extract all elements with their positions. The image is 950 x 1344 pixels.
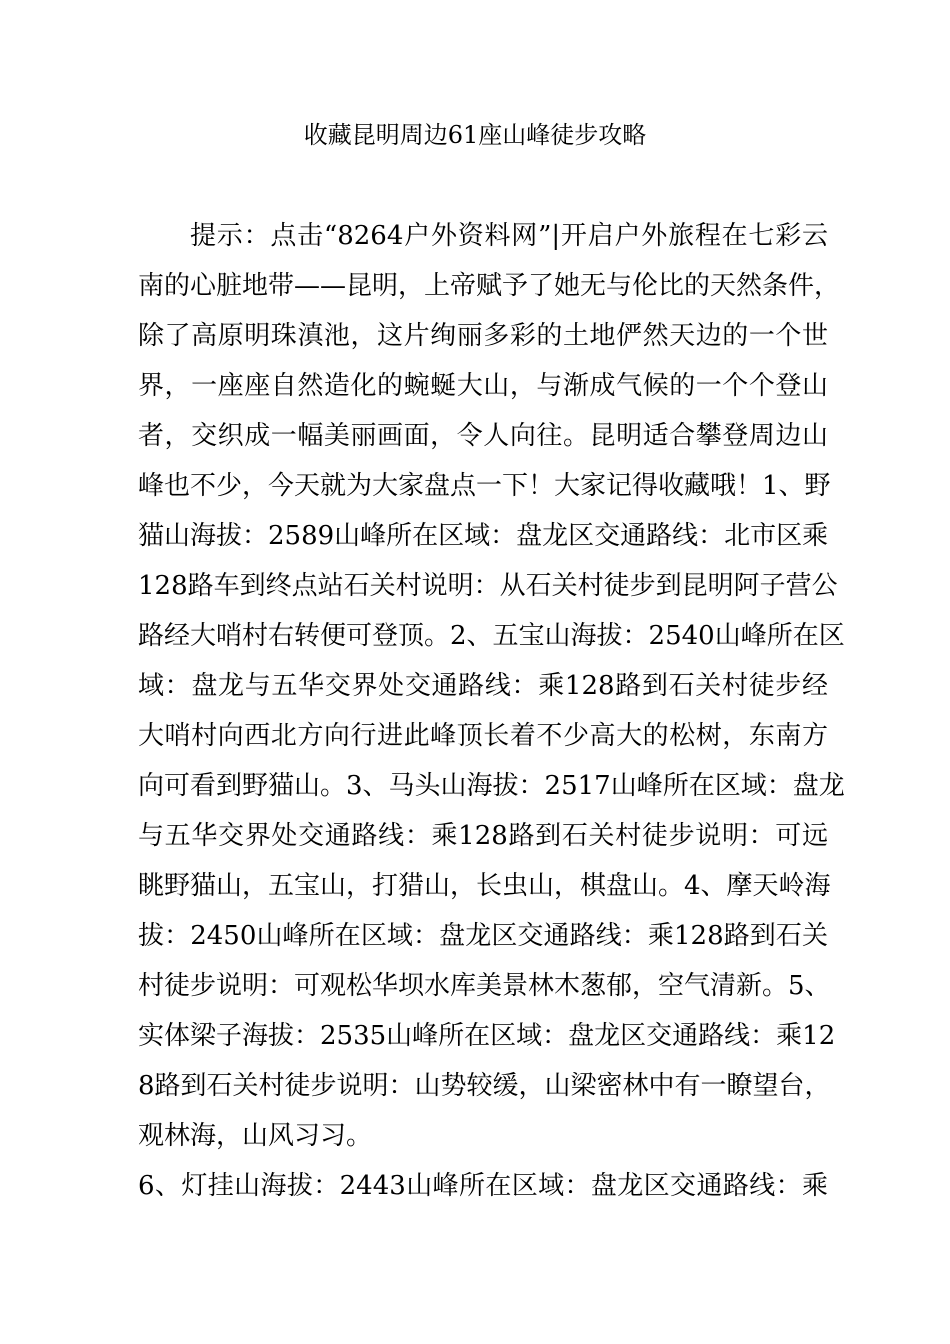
document-body [138, 211, 845, 1211]
body-line: 峰也不少，今天就为大家盘点一下！大家记得收藏哦！1、野 [138, 471, 831, 501]
body-line: 大哨村向西北方向行进此峰顶长着不少高大的松树，东南方 [138, 721, 828, 751]
body-line: 猫山海拔：2589山峰所在区域：盘龙区交通路线：北市区乘 [138, 521, 829, 551]
body-line: 域：盘龙与五华交界处交通路线：乘128路到石关村徒步经 [138, 671, 828, 701]
body-line: 除了高原明珠滇池，这片绚丽多彩的土地俨然天边的一个世 [138, 321, 828, 351]
body-line: 128路车到终点站石关村说明：从石关村徒步到昆明阿子营公 [138, 571, 838, 601]
body-line: 观林海，山风习习。 [138, 1121, 373, 1151]
body-line: 实体梁子海拔：2535山峰所在区域：盘龙区交通路线：乘12 [138, 1021, 836, 1051]
body-line: 南的心脏地带——昆明，上帝赋予了她无与伦比的天然条件， [138, 271, 841, 301]
body-line: 者，交织成一幅美丽画面，令人向往。昆明适合攀登周边山 [138, 421, 828, 451]
body-line: 与五华交界处交通路线：乘128路到石关村徒步说明：可远 [138, 821, 828, 851]
body-line: 村徒步说明：可观松华坝水库美景林木葱郁，空气清新。5、 [138, 971, 831, 1001]
body-line: 提示：点击“8264户外资料网”|开启户外旅程在七彩云 [190, 221, 828, 251]
body-line: 路经大哨村右转便可登顶。2、五宝山海拔：2540山峰所在区 [138, 621, 845, 651]
body-line: 眺野猫山，五宝山，打猎山，长虫山，棋盘山。4、摩天岭海 [138, 871, 831, 901]
body-line: 向可看到野猫山。3、马头山海拔：2517山峰所在区域：盘龙 [138, 771, 845, 801]
body-line: 8路到石关村徒步说明：山势较缓，山梁密林中有一瞭望台， [138, 1071, 831, 1101]
body-line: 拔：2450山峰所在区域：盘龙区交通路线：乘128路到石关 [138, 921, 828, 951]
document-title: 收藏昆明周边61座山峰徒步攻略 [303, 121, 647, 149]
body-line: 6、灯挂山海拔：2443山峰所在区域：盘龙区交通路线：乘 [138, 1171, 828, 1201]
body-line: 界，一座座自然造化的蜿蜒大山，与渐成气候的一个个登山 [138, 371, 828, 401]
